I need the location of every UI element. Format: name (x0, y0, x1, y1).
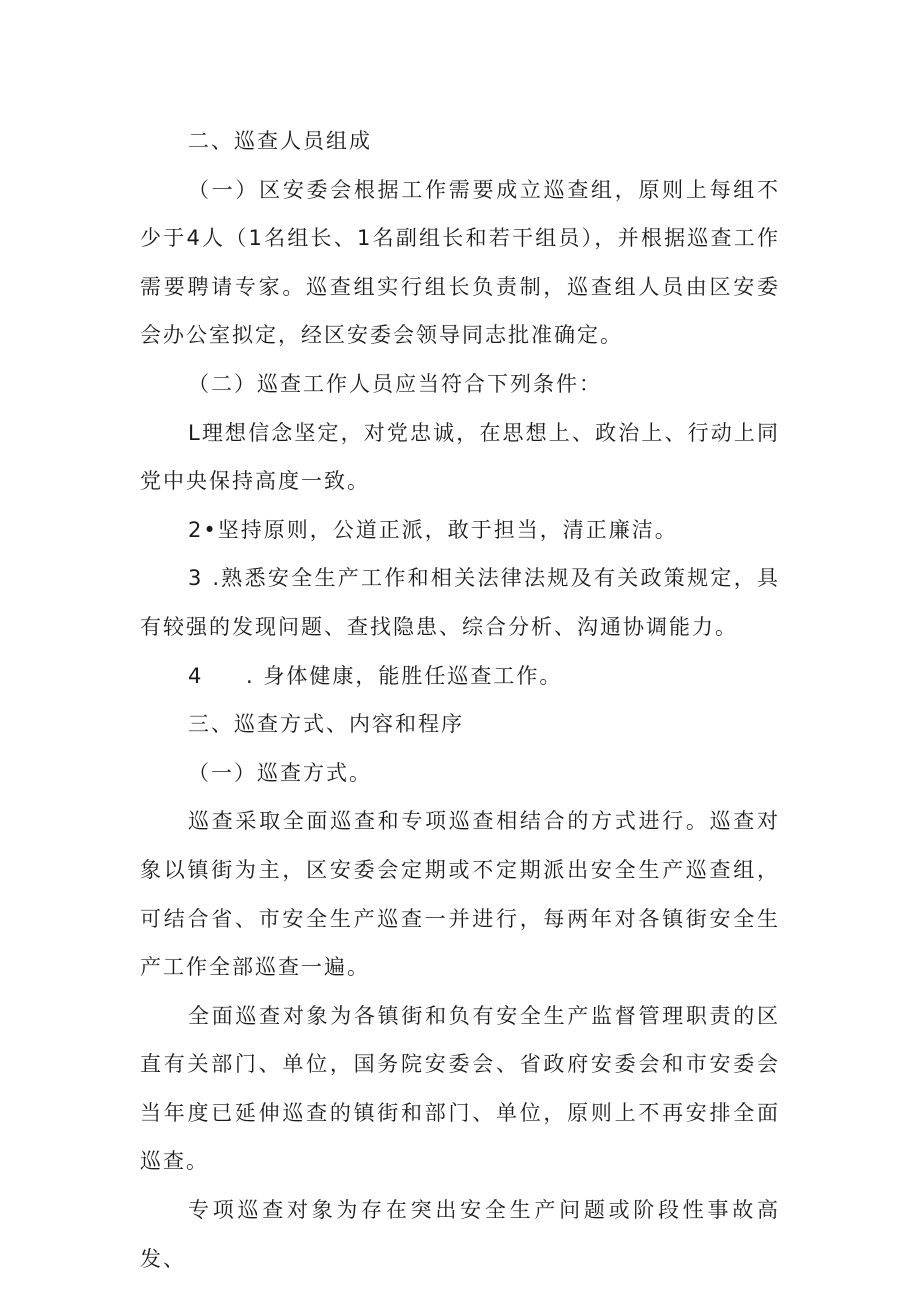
list-item-4-text: . 身体健康，能胜任巡查工作。 (246, 663, 563, 688)
list-item-3: 3 .熟悉安全生产工作和相关法律法规及有关政策规定，具有较强的发现问题、查找隐患、综合分析、沟通协调能力。 (140, 566, 780, 639)
paragraph-4: 全面巡查对象为各镇街和负有安全生产监督管理职责的区直有关部门、单位，国务院安委会、省政府安委会和市安委会当年度已延伸巡查的镇街和部门、单位，原则上不再安排全面巡查。 (140, 1003, 780, 1174)
subsection-heading-1: （一）巡查方式。 (188, 760, 372, 785)
paragraph-5: 专项巡查对象为存在突出安全生产问题或阶段性事故高发、 (140, 1198, 780, 1271)
list-item-4 (140, 652, 780, 701)
section-heading-3: 三、巡查方式、内容和程序 (188, 712, 464, 737)
paragraph-1: （一）区安委会根据工作需要成立巡查组，原则上每组不少于4人（1名组长、1名副组长和若干组员），并根据巡查工作需要聘请专家。巡查组实行组长负责制，巡查组人员由区安委会办公室拟定，经区安委会领导同志批准确定。 (140, 177, 780, 348)
document-body (140, 117, 780, 1283)
paragraph-2: （二）巡查工作人员应当符合下列条件： (188, 371, 602, 396)
list-item-1: L理想信念坚定，对党忠诚，在思想上、政治上、行动上同党中央保持高度一致。 (140, 420, 780, 494)
list-item-4-number: 4 (188, 663, 204, 688)
paragraph-3: 巡查采取全面巡查和专项巡查相结合的方式进行。巡查对象以镇街为主，区安委会定期或不定期派出安全生产巡查组，可结合省、市安全生产巡查一并进行，每两年对各镇街安全生产工作全部巡查一遍。 (140, 809, 780, 980)
list-item-2: 2•坚持原则，公道正派，敢于担当，清正廉洁。 (188, 517, 678, 542)
section-heading-2: 二、巡查人员组成 (188, 129, 372, 153)
